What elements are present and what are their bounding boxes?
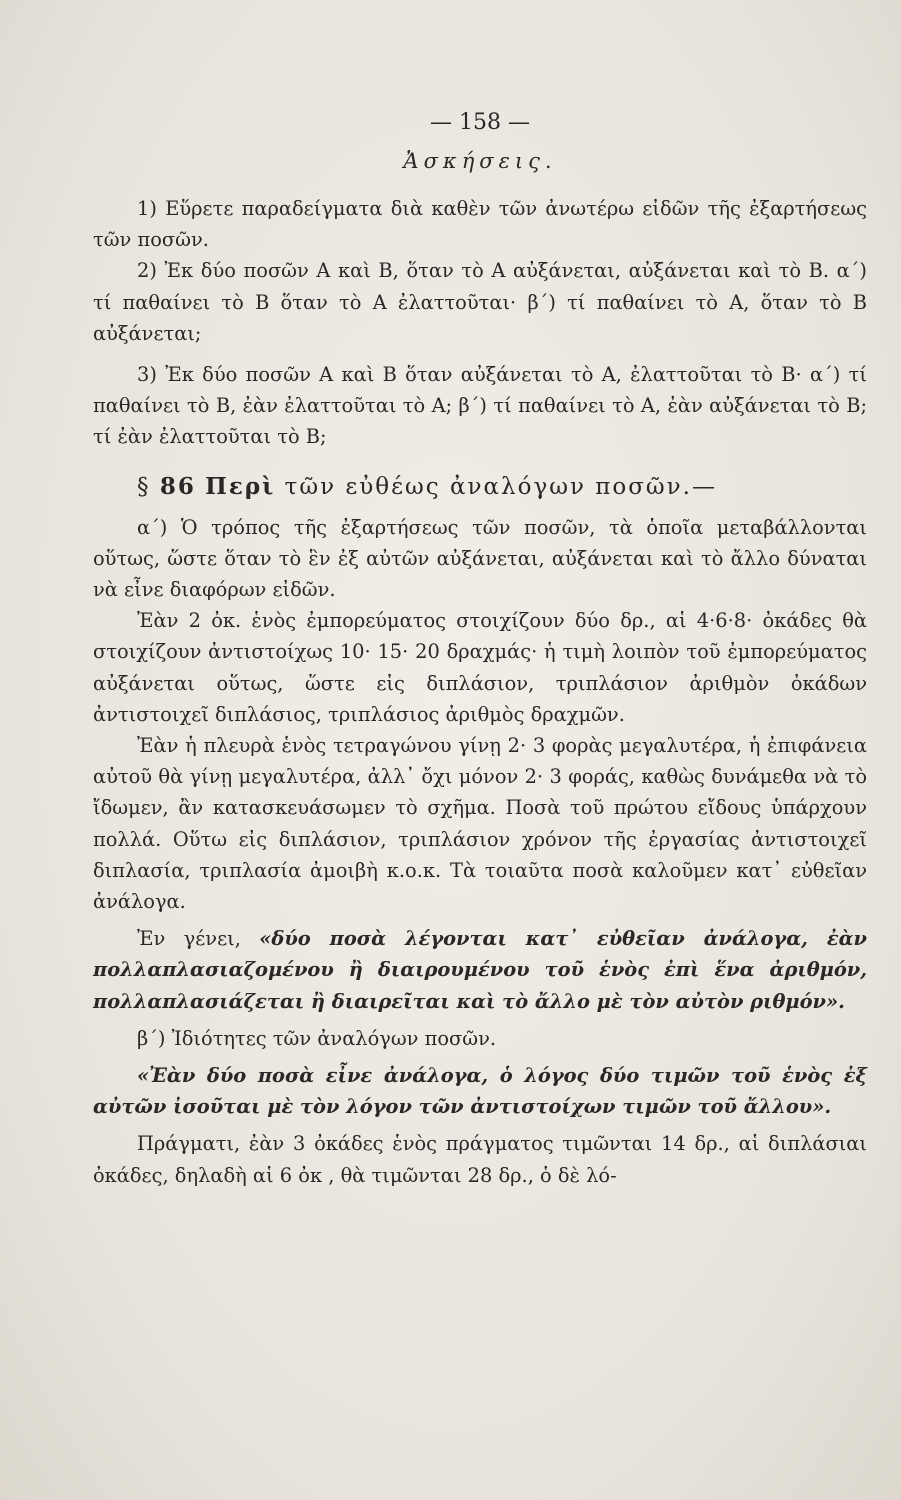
paragraph-definition (93, 923, 867, 1017)
page-text (93, 110, 867, 1191)
paragraph-price-example: Ἐὰν 2 ὀκ. ἑνὸς ἐμπορεύματος στοιχίζουν δύο δρ., αἱ 4·6·8· ὀκάδες θὰ στοιχίζουν ἀντιστοίχως 10· 15· 20 δραχμάς· ἡ τιμὴ λοιπὸν τοῦ ἐμπορεύματος αὐξάνεται οὕτως, ὥστε εἰς διπλάσιον, τριπλάσιον ἀριθμὸν ὀκάδων ἀντιστοιχεῖ διπλάσιος, τριπλάσιος ἀριθμὸς δραχμῶν. (93, 609, 867, 726)
paragraph-square-example: Ἐὰν ἡ πλευρὰ ἑνὸς τετραγώνου γίνῃ 2· 3 φορὰς μεγαλυτέρα, ἡ ἐπιφάνεια αὐτοῦ θὰ γίνῃ μεγαλυτέρα, ἀλλ᾽ ὄχι μόνον 2· 3 φοράς, καθὼς δυνάμεθα νὰ τὸ ἴδωμεν, ἂν κατασκευάσωμεν τὸ σχῆμα. Ποσὰ τοῦ πρώτου εἴδους ὑπάρχουν πολλά. Οὕτω εἰς διπλάσιον, τριπλάσιον χρόνον τῆς ἐργασίας ἀντιστοιχεῖ διπλασία, τριπλασία ἀμοιβὴ κ.ο.κ. Τὰ τοιαῦτα ποσὰ καλοῦμεν κατ᾽ εὐθεῖαν ἀνάλογα. (93, 734, 867, 914)
paragraph-property: «Ἐὰν δύο ποσὰ εἶνε ἀνάλογα, ὁ λόγος δύο τιμῶν τοῦ ἑνὸς ἐξ αὐτῶν ἰσοῦται μὲ τὸν λόγον τῶν ἀντιστοίχων τιμῶν τοῦ ἄλλου». (93, 1064, 867, 1119)
section-number: 86 (159, 472, 196, 500)
definition-lead: Ἐν γένει, (137, 927, 241, 951)
paragraph-beta: β΄) Ἰδιότητες τῶν ἀναλόγων ποσῶν. (137, 1026, 497, 1050)
exercises-heading: Ἀσκήσεις. (403, 149, 557, 173)
section-symbol: § (137, 473, 151, 500)
definition-text: «δύο ποσὰ λέγονται κατ᾽ εὐθεῖαν ἀνάλογα, ἐὰν πολλαπλασιαζομένου ἢ διαιρουμένου τοῦ ἑνὸς ἐπὶ ἕνα ἀριθμόν, πολλαπλασιάζεται ἢ διαιρεῖται καὶ τὸ ἄλλο μὲ τὸν αὐτὸν ριθμόν». (93, 927, 867, 1013)
paragraph-proof: Πράγματι, ἐὰν 3 ὀκάδες ἑνὸς πράγματος τιμῶνται 14 δρ., αἱ διπλάσιαι ὀκάδες, δηλαδὴ αἱ 6 ὀκ , θὰ τιμῶνται 28 δρ., ὁ δὲ λό- (93, 1132, 867, 1187)
section-title (93, 473, 867, 500)
page-number: — 158 — (430, 110, 530, 135)
paragraph-alpha: α΄) Ὁ τρόπος τῆς ἐξαρτήσεως τῶν ποσῶν, τὰ ὁποῖα μεταβάλλονται οὕτως, ὥστε ὅταν τὸ ἓν ἐξ αὐτῶν αὐξάνεται, αὐξάνεται καὶ τὸ ἄλλο δύναται νὰ εἶνε διαφόρων εἰδῶν. (93, 515, 867, 602)
exercise-2: 2) Ἐκ δύο ποσῶν Α καὶ Β, ὅταν τὸ Α αὐξάνεται, αὐξάνεται καὶ τὸ Β. α΄) τί παθαίνει τὸ Β ὅταν τὸ Α ἐλαττοῦται· β΄) τί παθαίνει τὸ Α, ὅταν τὸ Β αὐξάνεται; (93, 259, 867, 345)
section-title-rest: τῶν εὐθέως ἀναλόγων ποσῶν.— (284, 473, 717, 500)
exercise-1: 1) Εὕρετε παραδείγματα διὰ καθὲν τῶν ἀνωτέρω εἰδῶν τῆς ἐξαρτήσεως τῶν ποσῶν. (93, 197, 867, 252)
section-title-bold: Περὶ (205, 472, 276, 500)
exercise-3: 3) Ἐκ δύο ποσῶν Α καὶ Β ὅταν αὐξάνεται τὸ Α, ἐλαττοῦται τὸ Β· α΄) τί παθαίνει τὸ Β, ἐὰν ἐλαττοῦται τὸ Α; β΄) τί παθαίνει τὸ Α, ἐὰν αὐξάνεται τὸ Β; τί ἐὰν ἐλαττοῦται τὸ Β; (93, 363, 867, 449)
